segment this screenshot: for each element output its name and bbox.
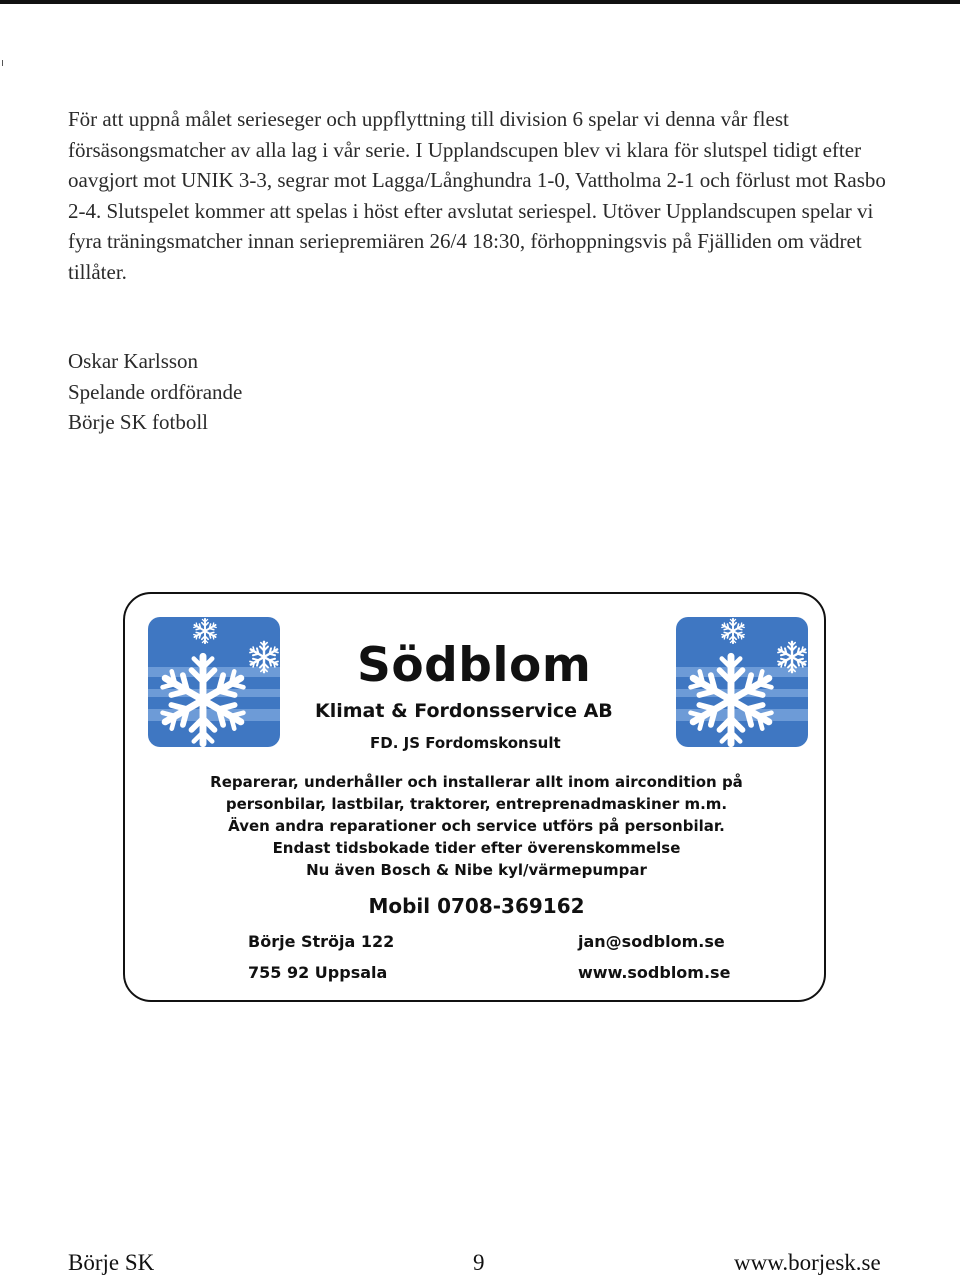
email-address: jan@sodblom.se bbox=[578, 932, 725, 951]
postal-city: 755 92 Uppsala bbox=[248, 963, 388, 982]
services-line: Reparerar, underhåller och installerar allt inom aircondition på bbox=[210, 773, 743, 791]
website-address: www.sodblom.se bbox=[578, 963, 731, 982]
footer-club: Börje SK bbox=[68, 1250, 155, 1275]
signature-name: Oskar Karlsson bbox=[68, 349, 199, 373]
footer-website: www.borjesk.se bbox=[734, 1250, 881, 1275]
services-line: Endast tidsbokade tider efter överenskommelse bbox=[272, 839, 681, 857]
sodblom-advertisement bbox=[123, 592, 826, 1002]
signature-role: Spelande ordförande bbox=[68, 379, 243, 404]
snowflake-icon bbox=[148, 617, 280, 747]
top-rule bbox=[0, 0, 960, 4]
brand-name: Södblom bbox=[357, 638, 592, 693]
services-line: Även andra reparationer och service utförs på personbilar. bbox=[228, 817, 725, 835]
signature-block bbox=[68, 346, 568, 438]
company-subtitle: Klimat & Fordonsservice AB bbox=[315, 700, 613, 722]
margin-mark bbox=[2, 60, 3, 66]
services-line: Nu även Bosch & Nibe kyl/värmepumpar bbox=[306, 861, 647, 879]
snowflake-icon bbox=[676, 617, 808, 747]
signature-club: Börje SK fotboll bbox=[68, 410, 208, 434]
page-number: 9 bbox=[473, 1250, 485, 1275]
services-line: personbilar, lastbilar, traktorer, entreprenadmaskiner m.m. bbox=[225, 795, 728, 813]
mobile-number: Mobil 0708-369162 bbox=[368, 894, 585, 918]
street-address: Börje Ströja 122 bbox=[248, 932, 395, 951]
services-list bbox=[125, 771, 828, 881]
article-paragraph: För att uppnå målet serieseger och uppflyttning till division 6 spelar vi denna vår flest försäsongsmatcher av alla lag i vår serie. I Upplandscupen blev vi klara för slutspel tidigt efter oavgjort mot UNIK 3-3, segrar mot Lagga/Långhundra 1-0, Vattholma 2-1 och förlust mot Rasbo 2-4. Slutspelet kommer att spelas i höst efter avslutat seriespel. Utöver Upplandscupen spelar vi fyra träningsmatcher innan seriepremiären 26/4 18:30, förhoppningsvis på Fjälliden om vädret tillåter. bbox=[68, 107, 886, 284]
former-company: FD. JS Fordomskonsult bbox=[370, 734, 561, 752]
